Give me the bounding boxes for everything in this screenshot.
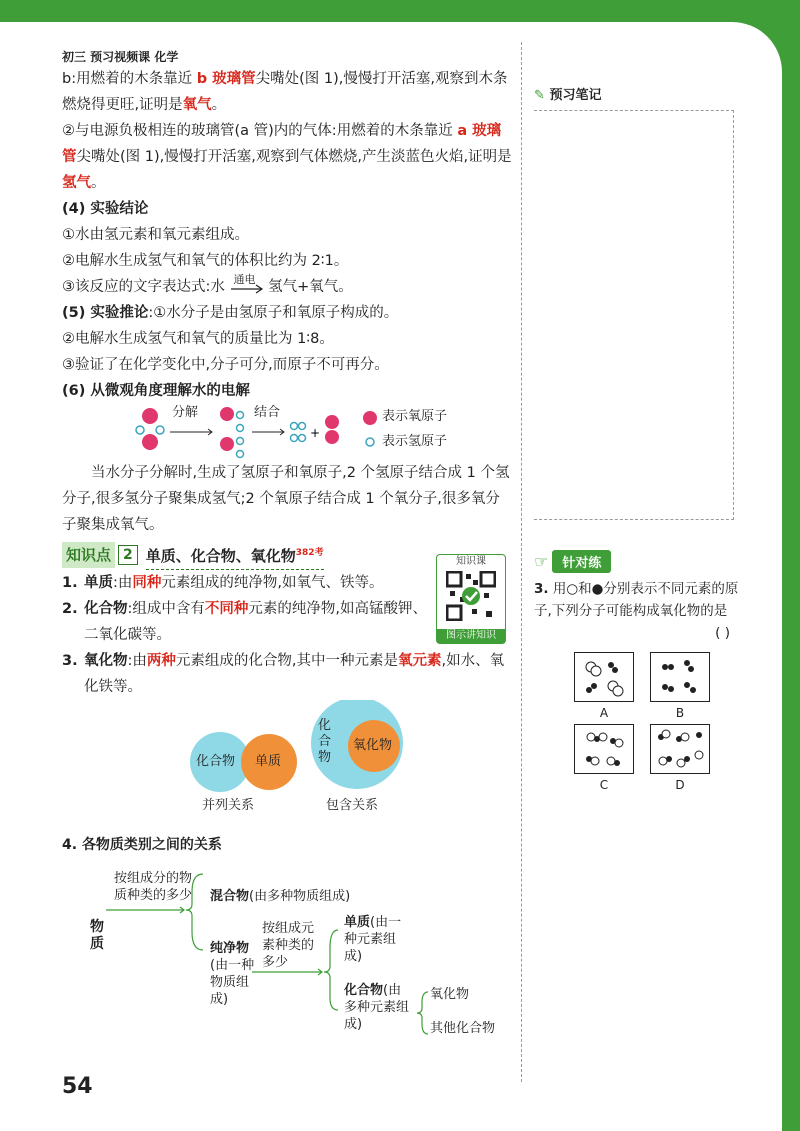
compound-bracket (414, 988, 434, 1038)
legend-oxygen-atom (363, 411, 377, 425)
svg-text:+: + (310, 426, 321, 440)
tree-by-substance: 按组成分的物质种类的多少 (114, 871, 193, 903)
qr-bottom-label: 图示讲知识 (437, 629, 505, 643)
page-number: 54 (62, 1074, 93, 1099)
hydrogen-atom (291, 423, 298, 430)
hydrogen-atom (237, 438, 244, 445)
diagram-label-decompose: 分解 (172, 405, 199, 420)
oxygen-atom (142, 434, 158, 450)
legend-hydrogen-label: 表示氢原子 (382, 434, 448, 449)
option-b-label: B (675, 706, 685, 720)
hydrogen-atom (136, 426, 144, 434)
pencil-icon: ✎ (534, 88, 545, 103)
question-3: 3. 用○和●分别表示不同元素的原子,下列分子可能构成氧化物的是 ( ) (534, 578, 744, 644)
qr-code-icon[interactable] (446, 571, 496, 621)
option-c-label: C (599, 778, 609, 792)
venn-right-outer: 化合物 (318, 718, 332, 765)
notes-title: ✎ 预习笔记 (534, 88, 602, 103)
hydrogen-atom (237, 451, 244, 458)
oxygen-atom (142, 408, 158, 424)
option-a-box[interactable] (574, 652, 634, 702)
oxygen-atom (325, 430, 339, 444)
venn-right-inner: 氧化物 (353, 738, 393, 753)
option-a-label: A (599, 706, 609, 720)
conclusion-2: ②电解水生成氢气和氧气的体积比约为 2∶1。 (62, 253, 349, 269)
relation-heading: 4. 各物质类别之间的关系 (62, 837, 222, 853)
definition-oxide: 3. 氧化物:由两种元素组成的化合物,其中一种元素是氧元素,如水、氧化铁等。 (62, 653, 505, 695)
page (0, 22, 782, 1131)
paragraph-oxygen-test: b:用燃着的木条靠近 b 玻璃管尖嘴处(图 1),慢慢打开活塞,观察到木条燃烧得更旺,证明是氧气。 (62, 71, 508, 113)
micro-explanation: 当水分子分解时,生成了氢原子和氧原子,2 个氢原子结合成 1 个氢分子,很多氢分子聚集成氢气;2 个氧原子结合成 1 个氧分子,很多氧分子聚集成氧气。 (62, 465, 510, 533)
section-4-heading: (4) 实验结论 (62, 201, 149, 217)
legend-oxygen-label: 表示氧原子 (382, 409, 448, 424)
oxygen-atom (325, 415, 339, 429)
hydrogen-atom (237, 412, 244, 419)
oxygen-atom (220, 407, 234, 421)
venn-left-compound: 化合物 (196, 754, 236, 769)
option-a-molecules (575, 653, 635, 703)
definition-list (62, 570, 432, 648)
tree-root: 物质 (90, 919, 104, 952)
option-b-box[interactable] (650, 652, 710, 702)
hydrogen-atom (299, 423, 306, 430)
oxygen-atom (220, 437, 234, 451)
notes-area[interactable] (534, 110, 734, 520)
venn-diagrams (62, 700, 514, 840)
venn-svg (62, 700, 514, 840)
tree-by-element: 按组成元素种类的多少 (262, 921, 315, 970)
option-d-box[interactable] (650, 724, 710, 774)
practice-label: 针对练 (552, 550, 611, 573)
page-header: 初三 预习视频课 化学 (62, 50, 179, 64)
venn-left-simple: 单质 (255, 754, 282, 769)
electrolysis-diagram (62, 404, 514, 460)
section-6-heading: (6) 从微观角度理解水的电解 (62, 383, 250, 399)
legend-hydrogen-atom (366, 438, 374, 446)
definition-simple: 1. 单质:由同种元素组成的纯净物,如氧气、铁等。 (62, 575, 384, 591)
knowledge-point-title: 单质、化合物、氧化物$^{382考}$ (146, 540, 324, 570)
tree-other-compound: 其他化合物 (430, 1021, 496, 1036)
qr-top-label: 知识课 (456, 556, 486, 567)
tree-pure: 纯净物(由一种物质组成) (210, 941, 255, 1007)
column-divider (521, 42, 522, 1082)
tree-simple: 单质(由一种元素组成) (344, 915, 402, 964)
tree-oxide: 氧化物 (430, 987, 470, 1002)
knowledge-point-number: 2 (118, 545, 138, 565)
option-d-molecules (651, 725, 711, 775)
inference-1: (5) 实验推论:①水分子是由氢原子和氧原子构成的。 (62, 305, 399, 321)
option-d-label: D (675, 778, 685, 792)
paragraph-hydrogen-test: ②与电源负极相连的玻璃管(a 管)内的气体:用燃着的木条靠近 a 玻璃管尖嘴处(图 1),慢慢打开活塞,观察到气体燃烧,产生淡蓝色火焰,证明是氢气。 (62, 123, 512, 191)
hand-pointer-icon: ☞ (534, 552, 549, 571)
arrow-icon (230, 277, 264, 297)
tree-mixture: 混合物(由多种物质组成) (210, 889, 351, 904)
hydrogen-atom (291, 435, 298, 442)
option-c-molecules (575, 725, 635, 775)
venn-right-caption: 包含关系 (326, 798, 379, 813)
tree-compound: 化合物(由多种元素组成) (344, 983, 410, 1032)
conclusion-1: ①水由氢元素和氧元素组成。 (62, 227, 249, 243)
main-column (62, 66, 514, 840)
knowledge-point-tag: 知识点 (62, 542, 115, 568)
inference-3: ③验证了在化学变化中,分子可分,而原子不可再分。 (62, 357, 389, 373)
definition-compound: 2. 化合物:组成中含有不同种元素的纯净物,如高锰酸钾、二氧化碳等。 (62, 601, 427, 643)
conclusion-3: ③该反应的文字表达式:水 通电 氢气+氧气。 (62, 273, 353, 295)
option-b-molecules (651, 653, 711, 703)
inference-2: ②电解水生成氢气和氧气的质量比为 1∶8。 (62, 331, 334, 347)
diagram-label-combine: 结合 (254, 405, 281, 420)
reaction-arrow: 通电 (230, 277, 264, 297)
venn-left-caption: 并列关系 (202, 798, 255, 813)
practice-heading (534, 550, 611, 573)
qr-code-card[interactable] (436, 554, 506, 644)
hydrogen-atom (299, 435, 306, 442)
hydrogen-atom (156, 426, 164, 434)
hydrogen-atom (237, 425, 244, 432)
option-c-box[interactable] (574, 724, 634, 774)
answer-blank[interactable]: ( ) (715, 625, 730, 641)
